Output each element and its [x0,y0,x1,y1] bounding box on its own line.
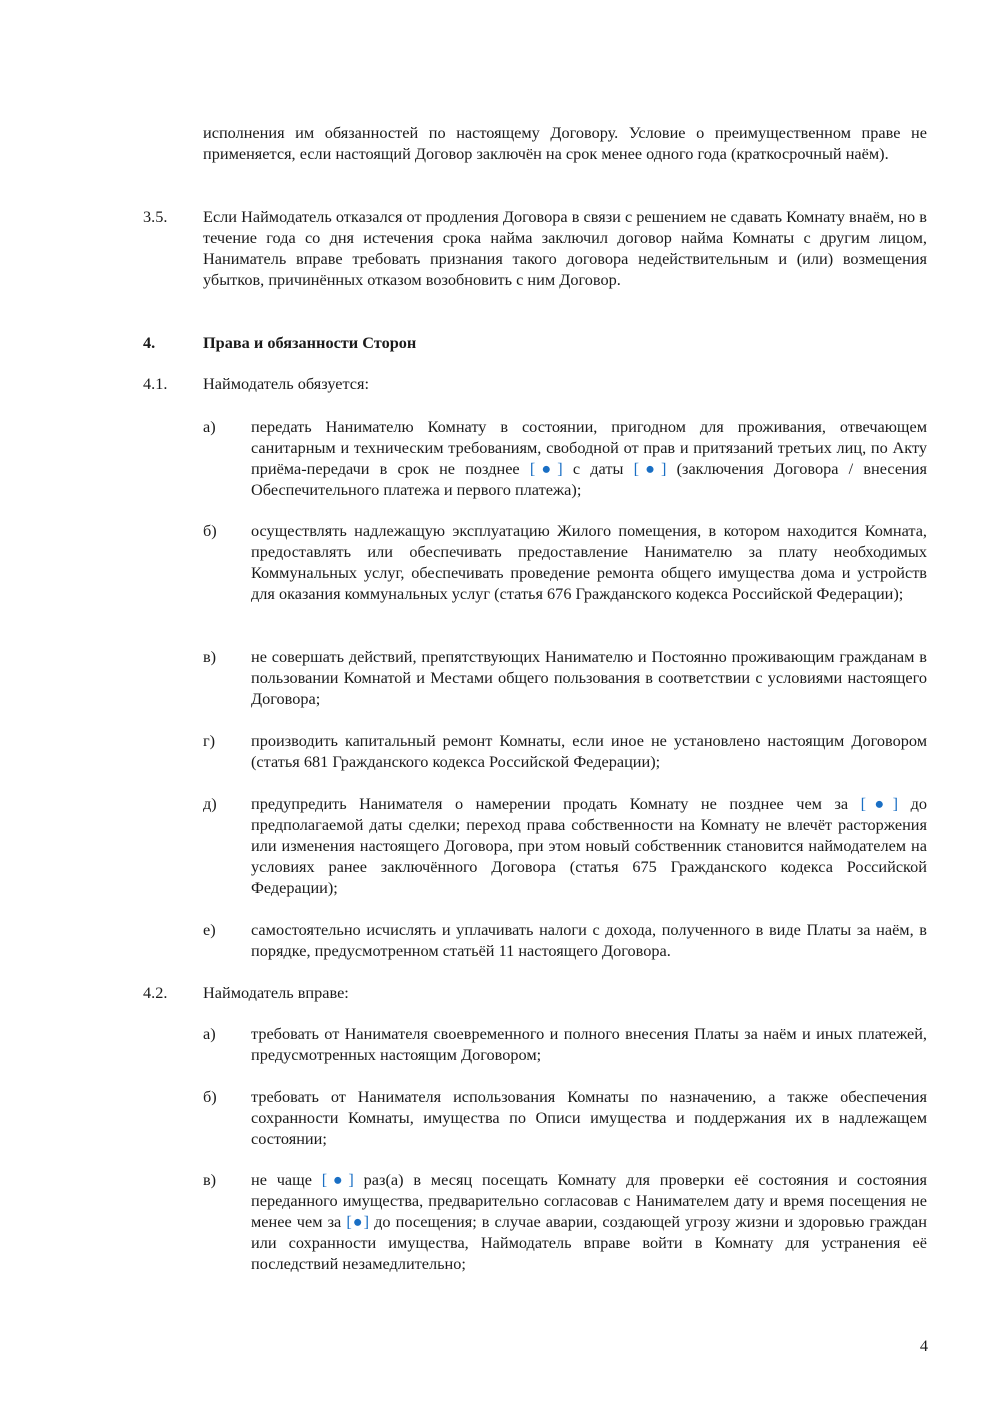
clause-number: 4.1. [143,374,168,393]
item-letter: г) [203,731,216,750]
item-letter: е) [203,920,216,939]
item-letter: а) [203,1024,216,1043]
item-text: осуществлять надлежащую эксплуатацию Жилого помещения, в котором находится Комната, предоставлять или обеспечивать предоставление Нанимателю за плату необходимых Коммунальных услуг, обеспечивать проведение ремонта общего имущества дома и устройств для оказания коммунальных услуг (статья 676 Гражданского кодекса Российской Федерации); [251,521,927,603]
item-text: не совершать действий, препятствующих Нанимателю и Постоянно проживающим гражданам в пользовании Комнатой и Местами общего пользования в соответствии с условиями настоящего Договора; [251,647,927,708]
item-letter: в) [203,1170,217,1189]
text-segment: предупредить Нанимателя о намерении продать Комнату не позднее чем за [251,794,861,813]
text-segment: не чаще [251,1170,322,1189]
clause-title: Наймодатель вправе: [203,983,349,1002]
placeholder-marker: [●] [529,459,563,478]
item-text: требовать от Нанимателя своевременного и полного внесения Платы за наём и иных платежей, предусмотренных настоящим Договором; [251,1024,927,1064]
item-letter: б) [203,521,217,540]
clause-title: Наймодатель обязуется: [203,374,370,393]
page-number: 4 [919,1336,928,1355]
item-letter: а) [203,417,216,436]
text-segment: до посещения; в случае аварии, создающей угрозу жизни и здоровью граждан или сохранности имущества, Наймодатель вправе войти в Комнату для устранения её последствий незамедлительно; [251,1212,927,1273]
clause-3-5-text: Если Наймодатель отказался от продления Договора в связи с решением не сдавать Комнату внаём, но в течение года со дня истечения срока найма заключил договор найма Комнаты с другим лицом, Наниматель вправе требовать признания такого договора недействительным и (или) возмещения убытков, причинённых отказом возобновить с ним Договор. [203,207,927,289]
text-segment: (заключения Договора / внесения Обеспечительного платежа и первого платежа); [251,459,927,499]
item-text: производить капитальный ремонт Комнаты, если иное не установлено настоящим Договором (статья 681 Гражданского кодекса Российской Федерации); [251,731,927,771]
item-text: требовать от Нанимателя использования Комнаты по назначению, а также обеспечения сохранности Комнаты, имущества по Описи имущества и поддержания их в надлежащем состоянии; [251,1087,927,1148]
item-letter: б) [203,1087,217,1106]
placeholder-marker: [●] [860,794,899,813]
clause-number: 4.2. [143,983,168,1002]
item-text [251,1169,927,1274]
placeholder-marker: [●] [346,1212,370,1231]
text-segment: с даты [562,459,634,478]
text-segment: раз(а) в месяц посещать Комнату для проверки её состояния и состояния переданного имущества, предварительно согласовав с Нанимателем дату и время посещения не менее чем за [251,1170,927,1231]
item-text [251,416,927,500]
item-letter: д) [203,794,217,813]
section-number: 4. [143,333,156,352]
placeholder-marker: [●] [633,459,667,478]
text-segment: до предполагаемой даты сделки; переход права собственности на Комнату не влечёт расторжения или изменения настоящего Договора, при этом новый собственник становится наймодателем на условиях ранее заключённого Договора (статья 675 Гражданского кодекса Российской Федерации); [251,794,927,897]
item-text: самостоятельно исчислять и уплачивать налоги с дохода, полученного в виде Платы за наём, в порядке, предусмотренном статьёй 11 настоящего Договора. [251,920,927,960]
item-text [251,793,927,898]
text-segment: передать Нанимателю Комнату в состоянии, пригодном для проживания, отвечающем санитарным и техническим требованиям, свободной от прав и притязаний третьих лиц, по Акту приёма-передачи в срок не позднее [251,417,927,478]
intro-paragraph: исполнения им обязанностей по настоящему Договору. Условие о преимущественном праве не применяется, если настоящий Договор заключён на срок менее одного года (краткосрочный наём). [203,123,927,163]
item-letter: в) [203,647,217,666]
section-title: Права и обязанности Сторон [203,333,417,352]
clause-number: 3.5. [143,207,168,226]
placeholder-marker: [●] [321,1170,354,1189]
